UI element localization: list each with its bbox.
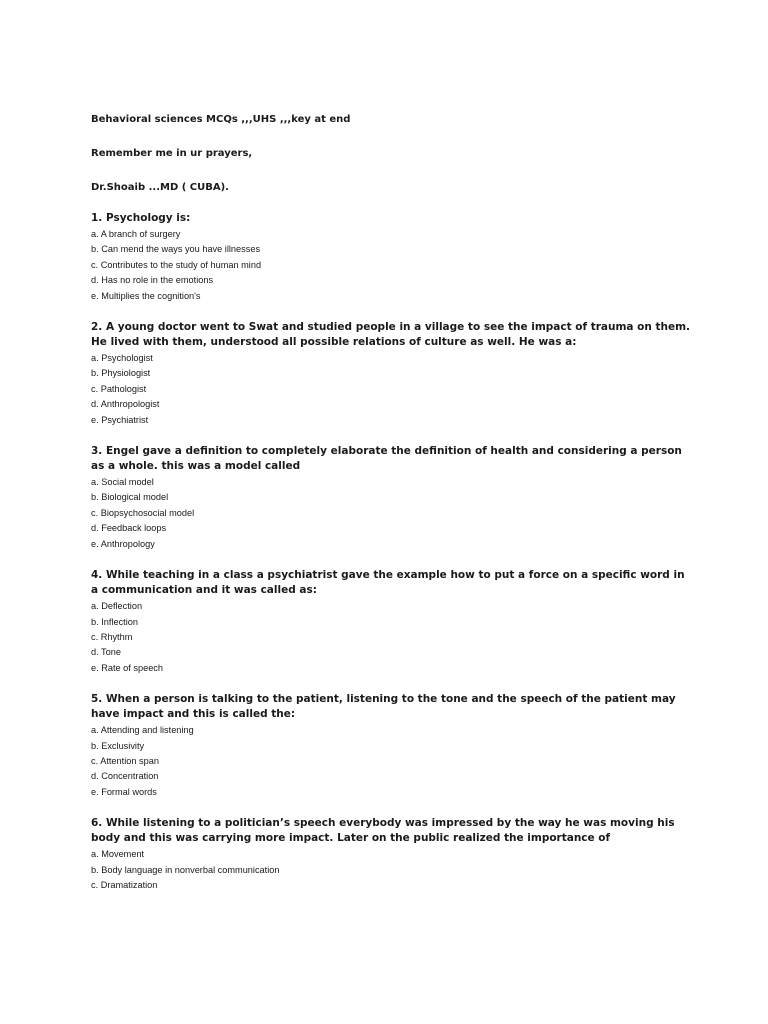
option-e: e. Rate of speech bbox=[91, 662, 164, 673]
author-line: Dr.Shoaib ...MD ( CUBA). bbox=[91, 182, 229, 193]
option-d: d. Feedback loops bbox=[91, 523, 167, 534]
question-6 bbox=[91, 816, 691, 893]
option-b: b. Physiologist bbox=[91, 368, 151, 379]
question-stem: 4. While teaching in a class a psychiatrist gave the example how to put a force on a specific word in a communication and it was called as: bbox=[91, 569, 685, 597]
option-d: d. Tone bbox=[91, 647, 121, 658]
question-stem: 5. When a person is talking to the patient, listening to the tone and the speech of the patient may have impact and this is called the: bbox=[91, 693, 676, 721]
option-b: b. Biological model bbox=[91, 492, 169, 503]
option-e: e. Psychiatrist bbox=[91, 414, 149, 425]
option-a: a. A branch of surgery bbox=[91, 229, 181, 239]
question-1 bbox=[91, 211, 691, 304]
option-e: e. Multiplies the cognition's bbox=[91, 290, 201, 301]
option-b: b. Inflection bbox=[91, 616, 138, 627]
option-e: e. Formal words bbox=[91, 786, 157, 797]
option-a: a. Movement bbox=[91, 849, 145, 860]
option-c: c. Biopsychosocial model bbox=[91, 507, 195, 518]
question-stem: 1. Psychology is: bbox=[91, 212, 191, 224]
question-stem: 2. A young doctor went to Swat and studied people in a village to see the impact of trauma on them. He lived with them, understood all possible relations of culture as well. He was a: bbox=[91, 321, 691, 349]
option-c: c. Attention span bbox=[91, 755, 159, 766]
option-a: a. Psychologist bbox=[91, 353, 153, 364]
option-a: a. Social model bbox=[91, 477, 154, 488]
option-b: b. Body language in nonverbal communication bbox=[91, 864, 280, 875]
option-c: c. Pathologist bbox=[91, 383, 147, 394]
question-5 bbox=[91, 692, 691, 800]
option-d: d. Anthropologist bbox=[91, 399, 160, 410]
option-c: c. Rhythm bbox=[91, 631, 133, 642]
question-3 bbox=[91, 444, 691, 552]
prayer-line: Remember me in ur prayers, bbox=[91, 148, 253, 159]
question-stem: 6. While listening to a politician’s speech everybody was impressed by the way he was moving his body and this was carrying more impact. Later on the public realized the importance of bbox=[91, 817, 675, 845]
option-b: b. Can mend the ways you have illnesses bbox=[91, 244, 261, 255]
question-4 bbox=[91, 568, 691, 676]
option-b: b. Exclusivity bbox=[91, 740, 145, 751]
option-c: c. Dramatization bbox=[91, 879, 158, 890]
document-title: Behavioral sciences MCQs ,,,UHS ,,,key at end bbox=[91, 114, 351, 125]
option-e: e. Anthropology bbox=[91, 538, 155, 549]
option-d: d. Concentration bbox=[91, 771, 159, 782]
question-stem: 3. Engel gave a definition to completely elaborate the definition of health and considering a person as a whole. this was a model called bbox=[91, 445, 682, 473]
document-page bbox=[91, 113, 691, 909]
question-2 bbox=[91, 320, 691, 428]
option-d: d. Has no role in the emotions bbox=[91, 275, 214, 286]
option-a: a. Deflection bbox=[91, 601, 143, 612]
option-c: c. Contributes to the study of human mind bbox=[91, 259, 262, 270]
option-a: a. Attending and listening bbox=[91, 725, 194, 736]
